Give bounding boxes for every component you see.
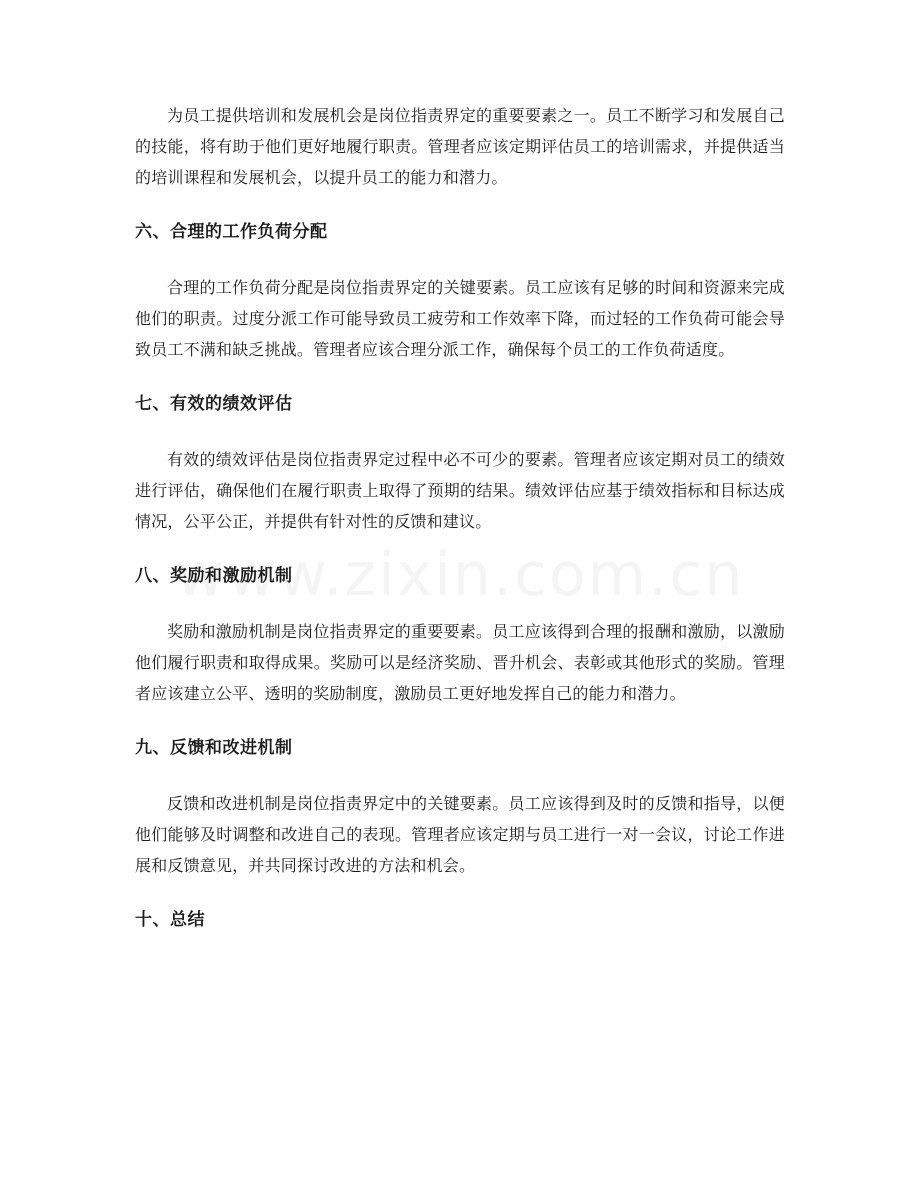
section-paragraph-6: 合理的工作负荷分配是岗位指责界定的关键要素。员工应该有足够的时间和资源来完成他们的职责。过度分派工作可能导致员工疲劳和工作效率下降，而过轻的工作负荷可能会导致员工不满和缺乏挑战。管理者应该合理分派工作，确保每个员工的工作负荷适度。: [135, 278, 785, 359]
document-body: [135, 100, 785, 936]
section-heading-10: 十、总结: [135, 910, 205, 930]
section-heading-6: 六、合理的工作负荷分配: [135, 222, 328, 242]
section-paragraph-7: 有效的绩效评估是岗位指责界定过程中必不可少的要素。管理者应该定期对员工的绩效进行评估，确保他们在履行职责上取得了预期的结果。绩效评估应基于绩效指标和目标达成情况，公平公正，并提供有针对性的反馈和建议。: [135, 450, 785, 531]
section-heading-7: 七、有效的绩效评估: [135, 394, 293, 414]
section-paragraph-8: 奖励和激励机制是岗位指责界定的重要要素。员工应该得到合理的报酬和激励，以激励他们履行职责和取得成果。奖励可以是经济奖励、晋升机会、表彰或其他形式的奖励。管理者应该建立公平、透明的奖励制度，激励员工更好地发挥自己的能力和潜力。: [135, 622, 785, 703]
section-heading-9: 九、反馈和改进机制: [135, 738, 293, 758]
section-paragraph-9: 反馈和改进机制是岗位指责界定中的关键要素。员工应该得到及时的反馈和指导，以便他们能够及时调整和改进自己的表现。管理者应该定期与员工进行一对一会议，讨论工作进展和反馈意见，并共同探讨改进的方法和机会。: [135, 794, 785, 875]
intro-paragraph: 为员工提供培训和发展机会是岗位指责界定的重要要素之一。员工不断学习和发展自己的技能，将有助于他们更好地履行职责。管理者应该定期评估员工的培训需求，并提供适当的培训课程和发展机会，以提升员工的能力和潜力。: [135, 106, 785, 187]
section-heading-8: 八、奖励和激励机制: [135, 566, 293, 586]
